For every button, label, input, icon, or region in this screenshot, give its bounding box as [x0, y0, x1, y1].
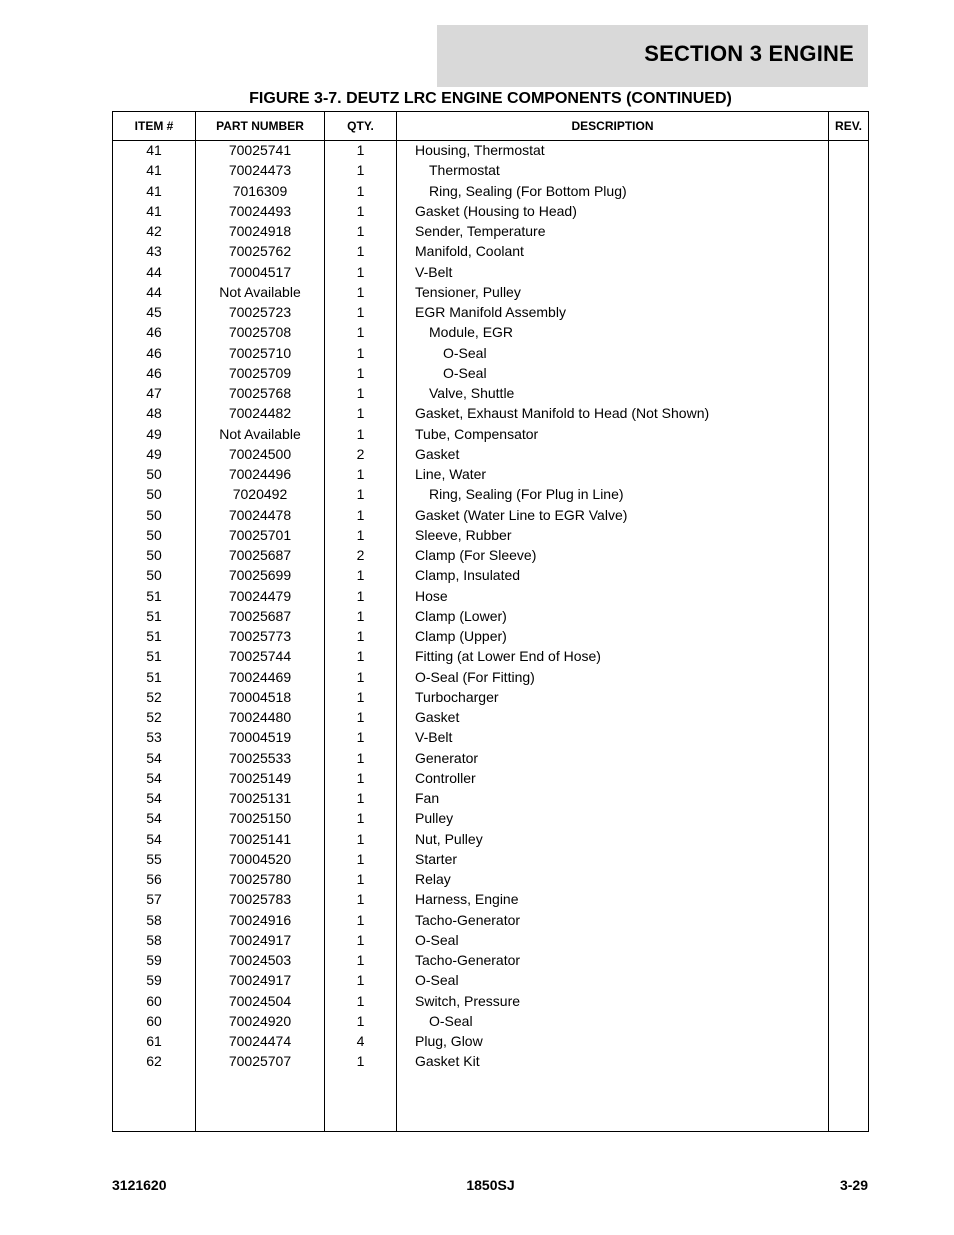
item-number: 55	[146, 850, 162, 867]
quantity: 1	[356, 587, 365, 604]
description: Hose	[415, 587, 448, 604]
description: Gasket	[415, 709, 460, 725]
part-number: 70024474	[228, 1033, 292, 1049]
part-number: 70025150	[228, 810, 292, 827]
description: Clamp (For Sleeve)	[415, 547, 537, 563]
description: Clamp (Lower)	[415, 607, 507, 624]
item-number: 46	[146, 364, 162, 381]
description: O-Seal	[443, 364, 487, 381]
item-number: 47	[146, 385, 162, 401]
description: Gasket	[415, 445, 460, 462]
quantity: 1	[356, 526, 365, 543]
table-row	[113, 808, 868, 828]
part-number: 70024479	[228, 587, 292, 604]
part-number: 70025783	[228, 891, 292, 908]
description: Gasket (Housing to Head)	[415, 202, 577, 219]
quantity: 1	[356, 324, 365, 341]
table-row	[113, 241, 868, 261]
part-number: 70024503	[228, 952, 292, 968]
table-row	[113, 748, 868, 768]
description: Ring, Sealing (For Plug in Line)	[429, 486, 624, 503]
table-row	[113, 221, 868, 241]
item-number: 54	[146, 790, 162, 806]
item-number: 50	[146, 466, 162, 482]
part-number: 7020492	[232, 486, 288, 503]
item-number: 50	[146, 567, 162, 584]
item-number: 51	[146, 628, 162, 644]
quantity: 1	[356, 182, 365, 199]
table-row	[113, 667, 868, 687]
part-number: 70024482	[228, 405, 292, 422]
part-number: 70025708	[228, 324, 292, 341]
item-number: 41	[146, 162, 162, 179]
item-number: 50	[146, 506, 162, 523]
part-number: 70025780	[228, 871, 292, 887]
table-row	[113, 322, 868, 342]
part-number: 70004520	[228, 850, 292, 867]
item-number: 49	[146, 425, 162, 442]
item-number: 62	[146, 1053, 162, 1070]
table-row	[113, 424, 868, 444]
description: Sleeve, Rubber	[415, 526, 512, 543]
table-row	[113, 160, 868, 180]
item-number: 49	[146, 445, 162, 462]
quantity: 1	[356, 668, 365, 685]
item-number: 50	[146, 526, 162, 543]
table-row	[113, 768, 868, 788]
part-number: Not Available	[219, 283, 301, 300]
description: Harness, Engine	[415, 891, 519, 908]
footer-document-number: 3121620	[112, 1177, 167, 1193]
quantity: 1	[356, 992, 365, 1009]
item-number: 51	[146, 648, 162, 665]
item-number: 54	[146, 810, 162, 827]
item-number: 54	[146, 749, 162, 766]
item-number: 54	[146, 769, 162, 786]
table-row	[113, 302, 868, 322]
part-number: 70025687	[228, 547, 292, 563]
item-number: 59	[146, 952, 162, 968]
part-number: 70025741	[228, 142, 292, 158]
item-number: 46	[146, 324, 162, 341]
description: Tacho-Generator	[415, 911, 521, 928]
item-number: 48	[146, 405, 162, 422]
part-number: 70024918	[228, 223, 292, 239]
part-number: 70004519	[228, 729, 292, 746]
item-number: 51	[146, 668, 162, 685]
table-row	[113, 201, 868, 221]
quantity: 1	[356, 223, 365, 239]
description: Ring, Sealing (For Bottom Plug)	[429, 182, 627, 199]
item-number: 43	[146, 243, 162, 260]
figure-title: FIGURE 3-7. DEUTZ LRC ENGINE COMPONENTS (CONTINUED)	[249, 90, 732, 107]
table-row	[113, 829, 868, 849]
item-number: 51	[146, 607, 162, 624]
part-number: 70025773	[228, 628, 292, 644]
description: Controller	[415, 769, 476, 786]
quantity: 1	[356, 769, 365, 786]
table-row	[113, 970, 868, 990]
table-row	[113, 505, 868, 525]
header-qty: QTY.	[347, 119, 374, 133]
description: Module, EGR	[429, 324, 514, 341]
item-number: 60	[146, 1012, 162, 1029]
part-number: 70024480	[228, 709, 292, 725]
table-row	[113, 727, 868, 747]
item-number: 41	[146, 142, 162, 158]
quantity: 1	[356, 972, 365, 989]
quantity: 1	[356, 850, 365, 867]
item-number: 53	[146, 729, 162, 746]
part-number: 70024504	[228, 992, 292, 1009]
description: Pulley	[415, 810, 454, 827]
quantity: 1	[356, 729, 365, 746]
quantity: 1	[356, 1012, 365, 1029]
quantity: 1	[356, 810, 365, 827]
part-number: 70025710	[228, 344, 292, 361]
part-number: 70025533	[228, 749, 292, 766]
quantity: 1	[356, 364, 365, 381]
part-number: 70025699	[228, 567, 292, 584]
quantity: 1	[356, 891, 365, 908]
description: Tube, Compensator	[415, 425, 539, 442]
table-row	[113, 869, 868, 889]
description: Line, Water	[415, 466, 487, 482]
description: Valve, Shuttle	[429, 385, 515, 401]
part-number: 70025762	[228, 243, 292, 260]
item-number: 51	[146, 587, 162, 604]
quantity: 1	[356, 243, 365, 260]
quantity: 1	[356, 385, 365, 401]
item-number: 52	[146, 709, 162, 725]
description: O-Seal	[429, 1012, 473, 1029]
part-number: 70024920	[228, 1012, 292, 1029]
description: Switch, Pressure	[415, 992, 521, 1009]
part-number: 70025701	[228, 526, 292, 543]
quantity: 2	[356, 547, 365, 563]
table-row	[113, 1051, 868, 1071]
table-row	[113, 262, 868, 282]
quantity: 1	[356, 688, 365, 705]
quantity: 1	[356, 162, 365, 179]
part-number: 70025744	[228, 648, 292, 665]
table-row	[113, 181, 868, 201]
header-item: ITEM #	[134, 119, 174, 133]
part-number: 70025707	[228, 1053, 292, 1070]
quantity: 1	[356, 506, 365, 523]
quantity: 1	[356, 749, 365, 766]
header-rev: REV.	[835, 119, 862, 133]
item-number: 57	[146, 891, 162, 908]
part-number: 70025131	[228, 790, 292, 806]
item-number: 59	[146, 972, 162, 989]
table-row	[113, 525, 868, 545]
section-banner	[437, 25, 868, 87]
item-number: 54	[146, 830, 162, 847]
item-number: 56	[146, 871, 162, 887]
description: EGR Manifold Assembly	[415, 304, 566, 320]
table-row	[113, 545, 868, 565]
table-row	[113, 343, 868, 363]
item-number: 44	[146, 283, 162, 300]
description: Gasket (Water Line to EGR Valve)	[415, 506, 628, 523]
description: O-Seal	[415, 972, 459, 989]
part-number: 70025723	[228, 304, 292, 320]
quantity: 1	[356, 830, 365, 847]
part-number: 70024469	[228, 668, 292, 685]
table-row	[113, 484, 868, 504]
table-row	[113, 646, 868, 666]
quantity: 1	[356, 567, 365, 584]
item-number: 58	[146, 931, 162, 948]
part-number: 70024493	[228, 202, 292, 219]
description: Thermostat	[429, 162, 500, 179]
quantity: 1	[356, 304, 365, 320]
table-row	[113, 403, 868, 423]
item-number: 58	[146, 911, 162, 928]
part-number: 70024500	[228, 445, 292, 462]
table-row	[113, 889, 868, 909]
header-part-number: PART NUMBER	[216, 119, 304, 133]
description: Turbocharger	[415, 688, 499, 705]
part-number: 7016309	[232, 182, 288, 199]
description: Tensioner, Pulley	[415, 283, 521, 300]
quantity: 1	[356, 1053, 365, 1070]
description: O-Seal	[443, 344, 487, 361]
item-number: 41	[146, 202, 162, 219]
table-row	[113, 1011, 868, 1031]
parts-table	[112, 111, 869, 1132]
table-row	[113, 363, 868, 383]
description: O-Seal	[415, 931, 459, 948]
description: Sender, Temperature	[415, 223, 546, 239]
quantity: 1	[356, 709, 365, 725]
section-title: SECTION 3 ENGINE	[644, 41, 854, 66]
description: Manifold, Coolant	[415, 243, 524, 260]
part-number: 70004518	[228, 688, 292, 705]
part-number: 70024473	[228, 162, 292, 179]
part-number: 70025768	[228, 385, 292, 401]
table-row	[113, 606, 868, 626]
description: Housing, Thermostat	[415, 142, 545, 158]
part-number: 70024917	[228, 931, 292, 948]
part-number: 70024917	[228, 972, 292, 989]
description: Starter	[415, 850, 458, 867]
quantity: 1	[356, 142, 365, 158]
description: Relay	[415, 871, 451, 887]
table-row	[113, 991, 868, 1011]
table-header	[113, 112, 868, 141]
table-row	[113, 707, 868, 727]
quantity: 1	[356, 344, 365, 361]
table-row	[113, 849, 868, 869]
quantity: 1	[356, 911, 365, 928]
table-row	[113, 565, 868, 585]
description: Gasket, Exhaust Manifold to Head (Not Shown)	[415, 405, 710, 422]
quantity: 1	[356, 952, 365, 968]
description: Generator	[415, 749, 479, 766]
description: Gasket Kit	[415, 1053, 480, 1070]
quantity: 1	[356, 425, 365, 442]
part-number: 70025687	[228, 607, 292, 624]
table-row	[113, 930, 868, 950]
table-row	[113, 282, 868, 302]
item-number: 60	[146, 992, 162, 1009]
quantity: 1	[356, 202, 365, 219]
description: Fan	[415, 790, 440, 806]
footer-page-number: 3-29	[839, 1177, 868, 1193]
description: Nut, Pulley	[415, 830, 483, 847]
description: O-Seal (For Fitting)	[415, 668, 535, 685]
quantity: 1	[356, 607, 365, 624]
table-row	[113, 788, 868, 808]
table-row	[113, 383, 868, 403]
description: Clamp, Insulated	[415, 567, 521, 584]
table-row	[113, 464, 868, 484]
item-number: 44	[146, 263, 162, 280]
part-number: 70004517	[228, 263, 292, 280]
description: Clamp (Upper)	[415, 628, 507, 644]
table-row	[113, 910, 868, 930]
table-row	[113, 140, 868, 160]
description: V-Belt	[415, 263, 453, 280]
item-number: 61	[146, 1033, 162, 1049]
quantity: 1	[356, 486, 365, 503]
part-number: 70025149	[228, 769, 292, 786]
part-number: 70025709	[228, 364, 292, 381]
table-row	[113, 586, 868, 606]
quantity: 4	[356, 1033, 365, 1049]
part-number: 70024478	[228, 506, 292, 523]
description: V-Belt	[415, 729, 453, 746]
quantity: 1	[356, 628, 365, 644]
quantity: 1	[356, 931, 365, 948]
item-number: 46	[146, 344, 162, 361]
item-number: 42	[146, 223, 162, 239]
description: Plug, Glow	[415, 1033, 483, 1049]
item-number: 41	[146, 182, 162, 199]
quantity: 1	[356, 871, 365, 887]
description: Tacho-Generator	[415, 952, 521, 968]
table-row	[113, 444, 868, 464]
quantity: 1	[356, 283, 365, 300]
table-row	[113, 950, 868, 970]
quantity: 1	[356, 405, 365, 422]
header-description: DESCRIPTION	[571, 119, 654, 133]
item-number: 50	[146, 547, 162, 563]
item-number: 52	[146, 688, 162, 705]
part-number: Not Available	[219, 425, 301, 442]
quantity: 1	[356, 466, 365, 482]
footer-model: 1850SJ	[466, 1177, 515, 1193]
quantity: 1	[356, 790, 365, 806]
quantity: 1	[356, 648, 365, 665]
quantity: 1	[356, 263, 365, 280]
part-number: 70025141	[228, 830, 292, 847]
part-number: 70024496	[228, 466, 292, 482]
table-row	[113, 1031, 868, 1051]
table-row	[113, 687, 868, 707]
description: Fitting (at Lower End of Hose)	[415, 648, 601, 665]
item-number: 50	[146, 486, 162, 503]
table-row	[113, 626, 868, 646]
quantity: 2	[356, 445, 365, 462]
item-number: 45	[146, 304, 162, 320]
part-number: 70024916	[228, 911, 292, 928]
